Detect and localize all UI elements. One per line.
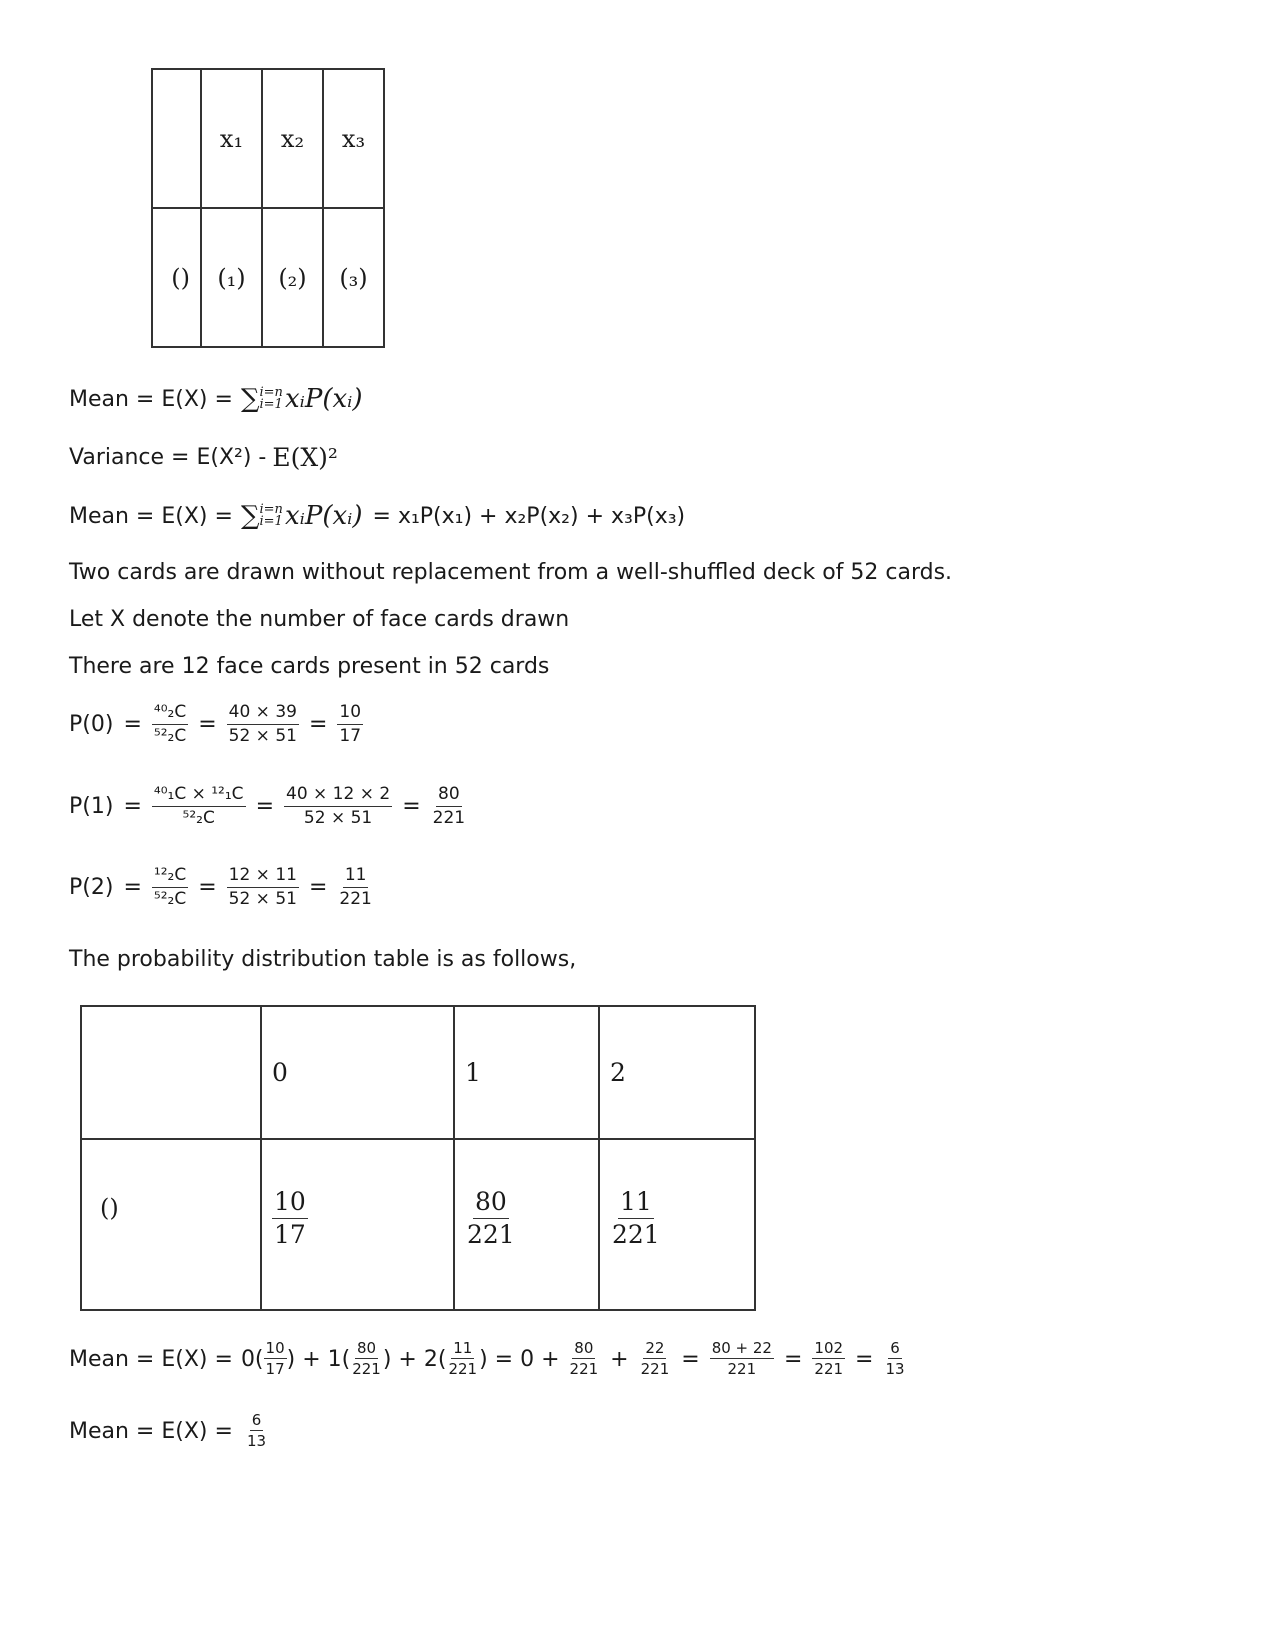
- fraction-c: [710, 1340, 774, 1379]
- table-1-header: x₁: [201, 69, 262, 208]
- numerator: 11: [343, 866, 369, 888]
- table-1-corner: [152, 69, 201, 208]
- mean-label-2: Mean = E(X) =: [69, 503, 233, 529]
- equals-sign: =: [255, 794, 274, 820]
- final-mean-label: Mean = E(X) =: [69, 1418, 233, 1444]
- table-1-cell: (₃): [323, 208, 384, 347]
- table-2-row-label: (): [81, 1139, 261, 1310]
- numerator: 10: [272, 1188, 308, 1219]
- denominator: 221: [727, 1360, 757, 1379]
- denominator: 17: [274, 1219, 306, 1249]
- sum-upper: i=n: [259, 502, 283, 518]
- denominator: 52 × 51: [228, 888, 297, 909]
- table-2-header: 0: [261, 1006, 454, 1139]
- table-2-cell: [261, 1139, 454, 1310]
- numerator: 11: [618, 1188, 654, 1219]
- variance-tail: E(X)²: [272, 443, 338, 472]
- numerator: 11: [451, 1340, 474, 1359]
- denominator: 52 × 51: [228, 725, 297, 746]
- p2-equation: [69, 866, 374, 909]
- denominator: ⁵²₂C: [153, 725, 187, 746]
- numerator: 40 × 12 × 2: [284, 785, 392, 807]
- table-2-cell: [599, 1139, 755, 1310]
- table-2-fraction: [465, 1188, 517, 1250]
- paragraph-draw: Two cards are drawn without replacement from a well-shuffled deck of 52 cards.: [69, 560, 953, 585]
- denominator: 17: [339, 725, 362, 746]
- p1-equation: [69, 785, 467, 828]
- numerator: 6: [250, 1412, 264, 1431]
- numerator: ⁴⁰₂C: [152, 703, 188, 725]
- equals-sign: =: [123, 712, 142, 738]
- numerator: 12 × 11: [227, 866, 299, 888]
- p0-product-fraction: [227, 703, 299, 746]
- fraction-e: [883, 1340, 906, 1379]
- p2-label: P(2): [69, 875, 114, 901]
- numerator: 80: [355, 1340, 378, 1359]
- fraction-b: [639, 1340, 672, 1379]
- numerator: 10: [264, 1340, 287, 1359]
- equals-sign: =: [855, 1346, 874, 1372]
- denominator: 17: [265, 1360, 285, 1379]
- table-2-header: 1: [454, 1006, 599, 1139]
- sum-upper: i=n: [259, 385, 283, 401]
- equals-sign: =: [123, 794, 142, 820]
- p0-result-fraction: [337, 703, 363, 746]
- denominator: 221: [467, 1219, 515, 1249]
- fraction-d: [812, 1340, 845, 1379]
- coef-2: ) + 2(: [382, 1346, 447, 1372]
- table-2: [80, 1005, 756, 1311]
- table-2-fraction: [272, 1188, 308, 1250]
- final-fraction: [245, 1412, 268, 1451]
- equals-sign: =: [123, 875, 142, 901]
- mean-calculation: [69, 1340, 907, 1379]
- mean-formula: [69, 384, 363, 414]
- denominator: 221: [640, 1360, 670, 1379]
- mean-expansion: = x₁P(x₁) + x₂P(x₂) + x₃P(x₃): [372, 503, 686, 529]
- table-1-cell: (₂): [262, 208, 323, 347]
- table-1: [151, 68, 385, 348]
- p0-equation: [69, 703, 363, 746]
- sigma-symbol: ∑: [240, 384, 260, 414]
- numerator: 22: [643, 1340, 666, 1359]
- table-1-header: x₃: [323, 69, 384, 208]
- table-1-row-label: (): [152, 208, 201, 347]
- variance-label: Variance = E(X²) -: [69, 445, 267, 470]
- mean-calc-label: Mean = E(X) =: [69, 1346, 233, 1372]
- p1-label: P(1): [69, 794, 114, 820]
- equals-sign: =: [783, 1346, 803, 1372]
- equals-sign: =: [402, 794, 421, 820]
- p1-comb-fraction: [152, 785, 246, 828]
- p2-result-fraction: [337, 866, 373, 909]
- p2-comb-fraction: [152, 866, 188, 909]
- coef-1: ) + 1(: [286, 1346, 351, 1372]
- paragraph-distribution: The probability distribution table is as follows,: [69, 947, 577, 972]
- numerator: 80: [436, 785, 462, 807]
- sum-limits: [260, 387, 283, 410]
- denominator: 52 × 51: [303, 807, 373, 828]
- plus-sign: +: [610, 1346, 629, 1372]
- numerator: 40 × 39: [227, 703, 299, 725]
- p2-product-fraction: [227, 866, 299, 909]
- p0-label: P(0): [69, 712, 114, 738]
- numerator: ¹²₂C: [152, 866, 188, 888]
- numerator: 10: [337, 703, 363, 725]
- numerator: 80 + 22: [710, 1340, 774, 1359]
- equals-zero-plus: ) = 0 +: [479, 1346, 560, 1372]
- p1-product-fraction: [284, 785, 392, 828]
- equals-sign: =: [198, 875, 217, 901]
- p1-result-fraction: [431, 785, 467, 828]
- equals-sign: =: [198, 712, 217, 738]
- table-1-cell: (₁): [201, 208, 262, 347]
- fraction-11-221: [446, 1340, 479, 1379]
- sum-lower: i=1: [259, 514, 283, 529]
- denominator: 13: [885, 1360, 905, 1379]
- denominator: 13: [246, 1432, 267, 1451]
- coef-0: 0(: [240, 1346, 264, 1372]
- variance-formula: [69, 443, 338, 472]
- sum-lower: i=1: [259, 397, 283, 412]
- fraction-80-221: [350, 1340, 383, 1379]
- fraction-a: [568, 1340, 601, 1379]
- table-2-header: 2: [599, 1006, 755, 1139]
- denominator: 221: [569, 1360, 599, 1379]
- numerator: 102: [812, 1340, 845, 1359]
- denominator: 221: [352, 1360, 381, 1379]
- equals-sign: =: [308, 875, 328, 901]
- paragraph-face-cards: There are 12 face cards present in 52 cards: [69, 654, 550, 679]
- denominator: 221: [612, 1219, 660, 1249]
- denominator: 221: [814, 1360, 844, 1379]
- table-2-corner: [81, 1006, 261, 1139]
- numerator: 80: [473, 1188, 509, 1219]
- sum-body: xᵢP(xᵢ): [284, 384, 363, 414]
- denominator: 221: [432, 807, 466, 828]
- sum-body: xᵢP(xᵢ): [284, 501, 363, 531]
- mean-expansion-formula: [69, 501, 685, 531]
- denominator: ⁵²₂C: [182, 807, 215, 828]
- sigma-symbol: ∑: [240, 501, 260, 531]
- sum-limits: [260, 504, 283, 527]
- p0-comb-fraction: [152, 703, 188, 746]
- numerator: ⁴⁰₁C × ¹²₁C: [152, 785, 246, 807]
- numerator: 80: [572, 1340, 595, 1359]
- table-2-fraction: [610, 1188, 662, 1250]
- numerator: 6: [888, 1340, 902, 1359]
- final-mean: [69, 1412, 268, 1451]
- denominator: 221: [448, 1360, 478, 1379]
- mean-label: Mean = E(X) =: [69, 386, 233, 412]
- denominator: ⁵²₂C: [153, 888, 187, 909]
- table-1-header: x₂: [262, 69, 323, 208]
- paragraph-define-x: Let X denote the number of face cards drawn: [69, 607, 570, 632]
- fraction-10-17: [264, 1340, 287, 1379]
- table-2-cell: [454, 1139, 599, 1310]
- equals-sign: =: [308, 712, 328, 738]
- equals-sign: =: [681, 1346, 700, 1372]
- denominator: 221: [339, 888, 372, 909]
